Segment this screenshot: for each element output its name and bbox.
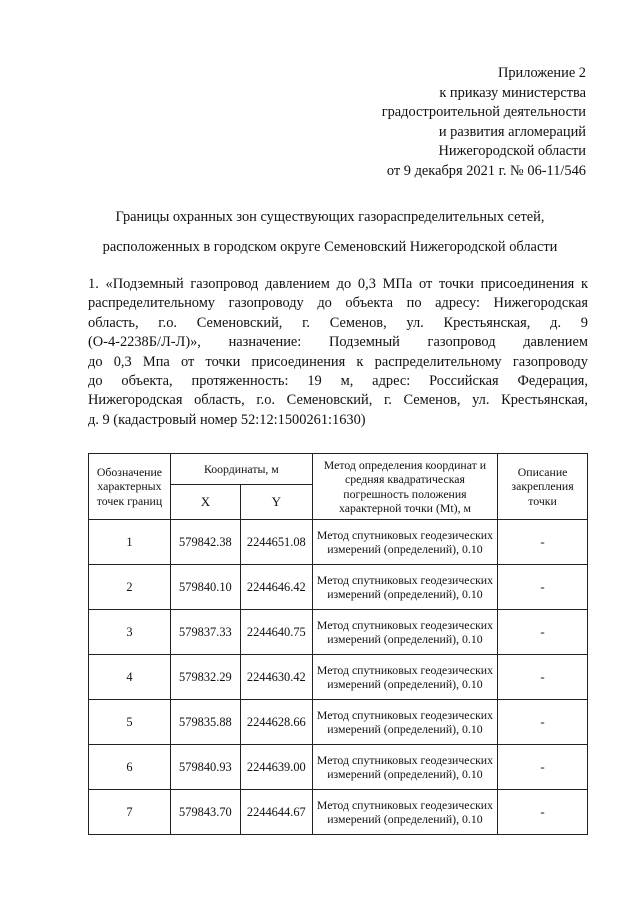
cell-method: Метод спутниковых геодезических измерений (определений), 0.10 [312, 700, 497, 745]
paragraph-line: 1. «Подземный газопровод давлением до 0,3 МПа от точки присоединения к [88, 276, 588, 292]
coordinates-table [88, 453, 588, 835]
appendix-line: Нижегородской области [438, 143, 586, 160]
header-point: Обозначение характерных точек границ [89, 454, 171, 520]
title-line-1: Границы охранных зон существующих газораспределительных сетей, [115, 209, 545, 225]
appendix-line: от 9 декабря 2021 г. № 06-11/546 [386, 162, 586, 179]
cell-point: 7 [89, 790, 171, 835]
paragraph-line: (О-4-2238Б/Л-Л)», назначение: Подземный газопровод давлением [88, 334, 588, 351]
cell-y: 2244644.67 [240, 790, 312, 835]
table-row [89, 655, 588, 700]
header-method: Метод определения координат и средняя квадратическая погрешность положения характерной точки (Mt), м [312, 454, 497, 520]
table-row [89, 520, 588, 565]
cell-method: Метод спутниковых геодезических измерений (определений), 0.10 [312, 790, 497, 835]
cell-x: 579842.38 [170, 520, 240, 565]
cell-y: 2244640.75 [240, 610, 312, 655]
table-row [89, 565, 588, 610]
cell-point: 3 [89, 610, 171, 655]
cell-x: 579837.33 [170, 610, 240, 655]
cell-description: - [498, 610, 588, 655]
cell-point: 2 [89, 565, 171, 610]
cell-y: 2244628.66 [240, 700, 312, 745]
cell-description: - [498, 655, 588, 700]
cell-point: 6 [89, 745, 171, 790]
cell-x: 579840.93 [170, 745, 240, 790]
table-row [89, 745, 588, 790]
appendix-line: и развития агломераций [438, 123, 586, 140]
appendix-header [382, 64, 586, 182]
cell-method: Метод спутниковых геодезических измерений (определений), 0.10 [312, 745, 497, 790]
paragraph-line: до объекта, протяженность: 19 м, адрес: Российская Федерация, [88, 373, 588, 390]
appendix-line: градостроительной деятельности [381, 104, 586, 121]
header-y: Y [240, 485, 312, 520]
paragraph-line: д. 9 (кадастровый номер 52:12:1500261:1630) [88, 411, 366, 428]
header-x: X [170, 485, 240, 520]
header-coordinates: Координаты, м [170, 454, 312, 485]
cell-point: 5 [89, 700, 171, 745]
title-line-2: расположенных в городском округе Семеновский Нижегородской области [102, 239, 558, 255]
cell-description: - [498, 790, 588, 835]
cell-x: 579832.29 [170, 655, 240, 700]
cell-description: - [498, 520, 588, 565]
paragraph-line: Нижегородская область, г.о. Семеновский, г. Семенов, ул. Крестьянская, [88, 392, 588, 409]
cell-method: Метод спутниковых геодезических измерений (определений), 0.10 [312, 655, 497, 700]
cell-description: - [498, 565, 588, 610]
cell-y: 2244651.08 [240, 520, 312, 565]
appendix-line: к приказу министерства [439, 84, 586, 101]
document-title [60, 202, 600, 262]
object-description [88, 275, 588, 430]
cell-method: Метод спутниковых геодезических измерений (определений), 0.10 [312, 610, 497, 655]
cell-y: 2244630.42 [240, 655, 312, 700]
cell-description: - [498, 745, 588, 790]
table-row [89, 700, 588, 745]
appendix-line: Приложение 2 [497, 65, 586, 81]
table-row [89, 790, 588, 835]
cell-method: Метод спутниковых геодезических измерений (определений), 0.10 [312, 565, 497, 610]
cell-method: Метод спутниковых геодезических измерений (определений), 0.10 [312, 520, 497, 565]
header-description: Описание закрепления точки [498, 454, 588, 520]
paragraph-line: область, г.о. Семеновский, г. Семенов, ул. Крестьянская, д. 9 [88, 314, 588, 331]
cell-x: 579843.70 [170, 790, 240, 835]
cell-point: 4 [89, 655, 171, 700]
cell-y: 2244639.00 [240, 745, 312, 790]
cell-description: - [498, 700, 588, 745]
paragraph-line: до 0,3 Мпа от точки присоединения к распределительному газопроводу [88, 353, 588, 370]
cell-x: 579835.88 [170, 700, 240, 745]
cell-point: 1 [89, 520, 171, 565]
cell-y: 2244646.42 [240, 565, 312, 610]
table-row [89, 610, 588, 655]
paragraph-line: распределительному газопроводу до объекта по адресу: Нижегородская [88, 295, 588, 312]
cell-x: 579840.10 [170, 565, 240, 610]
